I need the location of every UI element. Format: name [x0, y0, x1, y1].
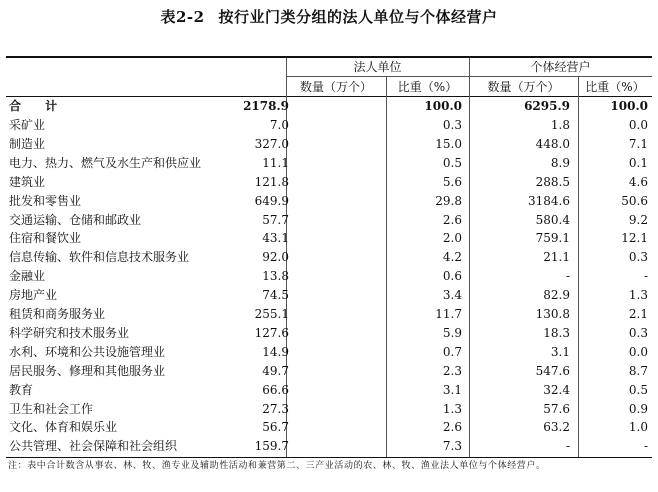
ind-count: 3.1 [550, 344, 570, 359]
legal-count: 7.0 [269, 118, 289, 132]
table-row [6, 324, 652, 343]
legal-count: 13.8 [262, 269, 289, 284]
legal-count: 92.0 [262, 250, 289, 265]
row-name: 金融业 [9, 269, 46, 284]
table-row [6, 267, 652, 286]
table-row [6, 343, 652, 362]
legal-share: 2.0 [442, 231, 462, 246]
row-name: 卫生和社会工作 [9, 401, 94, 416]
row-name: 租赁和商务服务业 [9, 307, 106, 321]
legal-share: 3.1 [442, 382, 462, 397]
ind-share: 100.0 [610, 99, 648, 113]
legal-count: 327.0 [254, 136, 289, 151]
group-header-individual: 个体经营户 [530, 60, 591, 74]
ind-count: 63.2 [543, 420, 570, 435]
ind-count: 32.4 [543, 382, 570, 397]
table-row [6, 381, 652, 400]
table-row [6, 362, 652, 381]
ind-count: 448.0 [535, 136, 570, 151]
row-name: 公共管理、社会保障和社会组织 [9, 439, 178, 454]
row-name: 信息传输、软件和信息技术服务业 [9, 250, 190, 265]
col-header-ind-count: 数量（万个） [487, 80, 560, 94]
row-name: 水利、环境和公共设施管理业 [9, 344, 166, 359]
legal-share: 2.6 [442, 212, 462, 227]
legal-count: 159.7 [254, 439, 289, 454]
ind-count: 18.3 [543, 325, 570, 340]
legal-count: 49.7 [262, 363, 289, 378]
ind-share: 0.3 [628, 250, 648, 265]
ind-share: 50.6 [621, 193, 648, 208]
legal-count: 27.3 [262, 401, 289, 416]
legal-share: 29.8 [435, 193, 462, 208]
legal-count: 121.8 [254, 174, 289, 189]
ind-share: 8.7 [628, 363, 648, 378]
row-name: 科学研究和技术服务业 [9, 325, 130, 340]
legal-count: 43.1 [262, 231, 289, 246]
legal-count: 11.1 [262, 155, 289, 170]
bottom-rule [6, 457, 652, 458]
row-name: 居民服务、修理和其他服务业 [9, 363, 166, 378]
legal-share: 4.2 [442, 250, 462, 265]
ind-share: 0.0 [628, 118, 648, 132]
row-name: 住宿和餐饮业 [9, 231, 82, 246]
table-row [6, 248, 652, 267]
table-row [6, 211, 652, 230]
ind-share: 2.1 [628, 307, 648, 321]
legal-share: 0.7 [442, 344, 462, 359]
table-title-text: 按行业门类分组的法人单位与个体经营户 [218, 8, 498, 26]
row-name: 批发和零售业 [9, 193, 82, 208]
row-name: 交通运输、仓储和邮政业 [9, 212, 142, 227]
legal-share: 7.3 [442, 439, 462, 454]
legal-count: 14.9 [262, 344, 289, 359]
ind-count: - [565, 269, 570, 284]
row-name: 电力、热力、燃气及水生产和供应业 [9, 155, 202, 170]
legal-share: 5.6 [442, 174, 462, 189]
ind-share: - [643, 269, 648, 284]
table-row [6, 116, 652, 135]
ind-count: 8.9 [550, 155, 570, 170]
table-row [6, 437, 652, 456]
ind-share: 9.2 [628, 212, 648, 227]
ind-share: 1.3 [628, 288, 648, 303]
row-name: 房地产业 [9, 288, 58, 303]
table-note: 注：表中合计数含从事农、林、牧、渔专业及辅助性活动和兼营第二、三产业活动的农、林、牧、渔业法人单位与个体经营户。 [8, 461, 546, 471]
ind-count: - [565, 439, 570, 454]
table-row [6, 286, 652, 305]
ind-share: 12.1 [621, 231, 648, 246]
ind-share: 0.9 [628, 401, 648, 416]
ind-count: 3184.6 [528, 193, 570, 208]
total-row [6, 97, 652, 116]
table-number: 表2-2 [160, 8, 205, 26]
ind-count: 547.6 [535, 363, 570, 378]
ind-share: 1.0 [628, 420, 648, 435]
legal-share: 5.9 [442, 325, 462, 340]
table-row [6, 192, 652, 211]
ind-share: 0.3 [628, 325, 648, 340]
table-row [6, 305, 652, 324]
legal-share: 3.4 [442, 288, 462, 303]
row-name: 建筑业 [9, 174, 46, 189]
table-title [0, 6, 658, 27]
legal-share: 1.3 [442, 401, 462, 416]
row-name: 文化、体育和娱乐业 [9, 420, 118, 435]
ind-count: 130.8 [535, 307, 570, 321]
ind-share: 0.0 [628, 344, 648, 359]
table-row [6, 173, 652, 192]
ind-share: 0.1 [628, 155, 648, 170]
col-header-legal-share: 比重（%） [397, 80, 458, 94]
legal-share: 0.6 [442, 269, 462, 284]
row-name: 制造业 [9, 136, 46, 151]
legal-count: 66.6 [262, 382, 289, 397]
legal-count: 2178.9 [243, 99, 289, 113]
ind-count: 21.1 [543, 250, 570, 265]
table-row [6, 154, 652, 173]
table-row [6, 229, 652, 248]
table-row [6, 400, 652, 419]
legal-share: 0.3 [442, 118, 462, 132]
ind-count: 1.8 [550, 118, 570, 132]
row-name: 采矿业 [9, 118, 46, 132]
legal-share: 2.6 [442, 420, 462, 435]
legal-count: 74.5 [262, 288, 289, 303]
row-name: 合 计 [9, 99, 68, 113]
ind-share: - [643, 439, 648, 454]
ind-count: 288.5 [535, 174, 570, 189]
group-header-legal: 法人单位 [353, 60, 402, 74]
legal-share: 2.3 [442, 363, 462, 378]
legal-count: 255.1 [254, 307, 289, 321]
legal-share: 15.0 [435, 136, 462, 151]
ind-share: 4.6 [628, 174, 648, 189]
ind-share: 7.1 [628, 136, 648, 151]
ind-count: 759.1 [535, 231, 570, 246]
legal-share: 0.5 [442, 155, 462, 170]
ind-count: 580.4 [535, 212, 570, 227]
col-header-legal-count: 数量（万个） [299, 80, 372, 94]
ind-share: 0.5 [628, 382, 648, 397]
row-name: 教育 [9, 382, 34, 397]
legal-share: 11.7 [435, 307, 462, 321]
legal-count: 649.9 [254, 193, 289, 208]
legal-share: 100.0 [424, 99, 462, 113]
ind-count: 82.9 [543, 288, 570, 303]
ind-count: 6295.9 [524, 99, 570, 113]
legal-count: 57.7 [262, 212, 289, 227]
col-header-ind-share: 比重（%） [585, 80, 645, 94]
table-row [6, 418, 652, 437]
legal-count: 56.7 [262, 420, 289, 435]
table-row [6, 135, 652, 154]
legal-count: 127.6 [254, 325, 289, 340]
ind-count: 57.6 [543, 401, 570, 416]
